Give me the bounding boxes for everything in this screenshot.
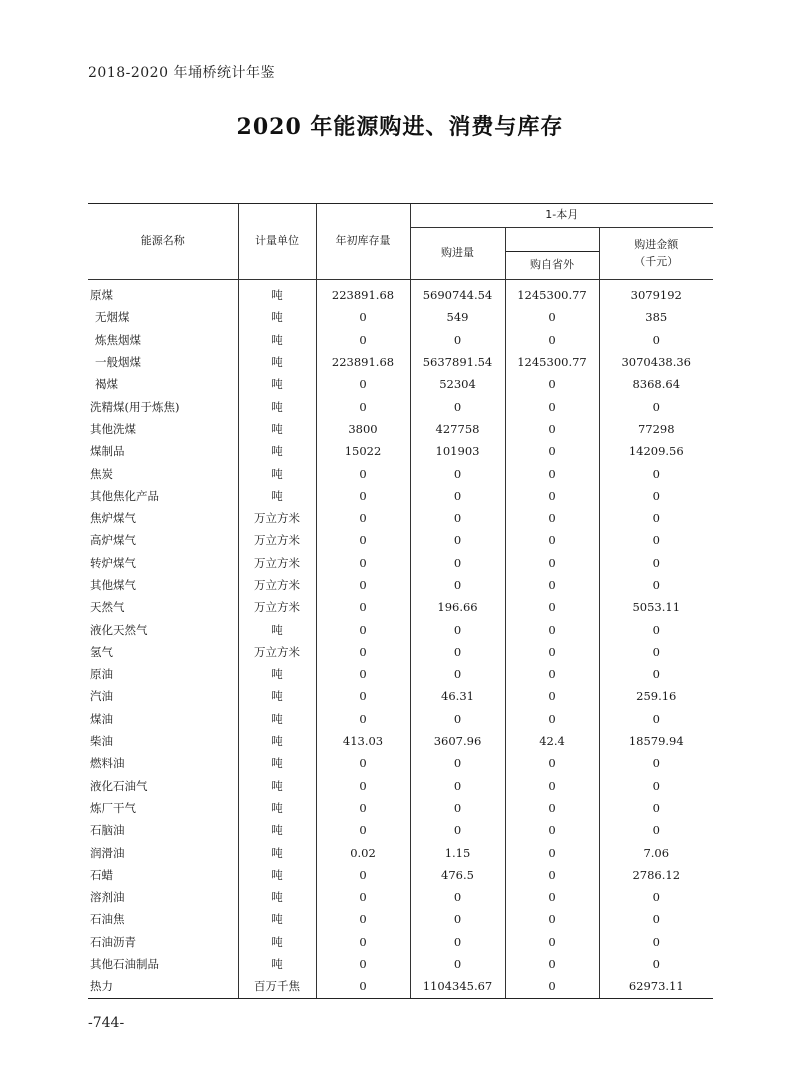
cell-unit: 吨: [238, 752, 316, 774]
cell-opening-stock: 0: [316, 596, 410, 618]
cell-unit: 吨: [238, 819, 316, 841]
cell-purchase: 1104345.67: [410, 975, 505, 998]
cell-purchase-outside: 0: [505, 708, 599, 730]
cell-unit: 吨: [238, 440, 316, 462]
cell-energy-name: 石蜡: [90, 867, 113, 882]
col-header-amount-line2: （千元）: [634, 254, 679, 268]
table-row: [88, 841, 713, 863]
cell-opening-stock: 0: [316, 775, 410, 797]
cell-energy-name: 柴油: [90, 734, 113, 749]
cell-purchase: 0: [410, 529, 505, 551]
cell-unit: 吨: [238, 775, 316, 797]
col-header-amount: [599, 228, 713, 280]
cell-energy-name: 液化天然气: [90, 622, 148, 637]
cell-opening-stock: 223891.68: [316, 280, 410, 307]
cell-amount: 62973.11: [599, 975, 713, 998]
table-row: [88, 953, 713, 975]
cell-purchase-outside: 0: [505, 574, 599, 596]
cell-purchase-outside: 0: [505, 775, 599, 797]
cell-amount: 0: [599, 618, 713, 640]
table-header: [88, 204, 713, 280]
cell-energy-name: 洗精煤(用于炼焦): [90, 399, 180, 414]
cell-amount: 3079192: [599, 280, 713, 307]
cell-energy-name: 原煤: [90, 288, 113, 303]
table-row: [88, 552, 713, 574]
table-row: [88, 395, 713, 417]
cell-unit: 万立方米: [238, 596, 316, 618]
cell-purchase-outside: 0: [505, 752, 599, 774]
cell-unit: 吨: [238, 663, 316, 685]
cell-energy-name: 其他焦化产品: [90, 488, 159, 503]
cell-purchase: 5637891.54: [410, 351, 505, 373]
table-row: [88, 574, 713, 596]
col-header-purchase-outside: 购自省外: [505, 252, 599, 280]
cell-opening-stock: 0: [316, 931, 410, 953]
cell-amount: 0: [599, 641, 713, 663]
table-row: [88, 819, 713, 841]
cell-purchase: 0: [410, 329, 505, 351]
cell-purchase-outside: 0: [505, 395, 599, 417]
cell-purchase: 196.66: [410, 596, 505, 618]
running-head: 2018-2020 年埇桥统计年鉴: [88, 65, 275, 81]
cell-energy-name: 天然气: [90, 600, 125, 615]
cell-unit: 吨: [238, 395, 316, 417]
table-row: [88, 618, 713, 640]
table-row: [88, 775, 713, 797]
cell-unit: 吨: [238, 306, 316, 328]
cell-unit: 吨: [238, 618, 316, 640]
cell-unit: 吨: [238, 708, 316, 730]
table-row: [88, 752, 713, 774]
cell-purchase: 0: [410, 752, 505, 774]
cell-opening-stock: 0: [316, 886, 410, 908]
cell-energy-name: 炼焦烟煤: [95, 332, 141, 347]
cell-purchase: 0: [410, 663, 505, 685]
table-row: [88, 485, 713, 507]
cell-purchase: 1.15: [410, 841, 505, 863]
cell-amount: 18579.94: [599, 730, 713, 752]
cell-unit: 万立方米: [238, 641, 316, 663]
cell-purchase-outside: 0: [505, 641, 599, 663]
cell-energy-name: 焦炉煤气: [90, 511, 136, 526]
cell-amount: 3070438.36: [599, 351, 713, 373]
cell-amount: 0: [599, 708, 713, 730]
cell-purchase: 0: [410, 462, 505, 484]
cell-energy-name: 高炉煤气: [90, 533, 136, 548]
table-row: [88, 641, 713, 663]
table-row: [88, 908, 713, 930]
cell-unit: 吨: [238, 841, 316, 863]
cell-energy-name: 其他石油制品: [90, 957, 159, 972]
cell-amount: 8368.64: [599, 373, 713, 395]
cell-amount: 14209.56: [599, 440, 713, 462]
cell-opening-stock: 0.02: [316, 841, 410, 863]
page-title: 2020 年能源购进、消费与库存: [236, 114, 564, 140]
cell-energy-name: 溶剂油: [90, 890, 125, 905]
cell-opening-stock: 0: [316, 373, 410, 395]
cell-purchase-outside: 0: [505, 440, 599, 462]
col-header-opening-stock: 年初库存量: [316, 204, 410, 280]
cell-opening-stock: 3800: [316, 418, 410, 440]
cell-purchase-outside: 0: [505, 618, 599, 640]
cell-purchase: 52304: [410, 373, 505, 395]
table-row: [88, 797, 713, 819]
cell-opening-stock: 15022: [316, 440, 410, 462]
cell-unit: 吨: [238, 485, 316, 507]
cell-opening-stock: 0: [316, 908, 410, 930]
cell-purchase-outside: 0: [505, 507, 599, 529]
table-row: [88, 864, 713, 886]
cell-purchase-outside: 0: [505, 485, 599, 507]
cell-energy-name: 原油: [90, 667, 113, 682]
cell-energy-name: 氢气: [90, 644, 113, 659]
table-row: [88, 596, 713, 618]
cell-unit: 吨: [238, 797, 316, 819]
table-row: [88, 663, 713, 685]
cell-opening-stock: 0: [316, 752, 410, 774]
cell-opening-stock: 0: [316, 797, 410, 819]
table-row: [88, 685, 713, 707]
table-row: [88, 730, 713, 752]
cell-purchase-outside: 42.4: [505, 730, 599, 752]
cell-purchase-outside: 0: [505, 596, 599, 618]
cell-purchase: 0: [410, 485, 505, 507]
cell-energy-name: 其他洗煤: [90, 421, 136, 436]
table-row: [88, 351, 713, 373]
table-row: [88, 886, 713, 908]
cell-amount: 0: [599, 775, 713, 797]
cell-opening-stock: 0: [316, 685, 410, 707]
col-header-amount-line1: 购进金额: [634, 238, 679, 251]
cell-opening-stock: 0: [316, 329, 410, 351]
cell-opening-stock: 0: [316, 819, 410, 841]
cell-amount: 0: [599, 395, 713, 417]
cell-opening-stock: 0: [316, 507, 410, 529]
cell-purchase-outside: 0: [505, 663, 599, 685]
cell-purchase-outside: 0: [505, 552, 599, 574]
cell-energy-name: 炼厂干气: [90, 800, 136, 815]
cell-opening-stock: 0: [316, 641, 410, 663]
table-row: [88, 529, 713, 551]
cell-purchase-outside: 0: [505, 306, 599, 328]
cell-opening-stock: 0: [316, 975, 410, 998]
cell-opening-stock: 0: [316, 708, 410, 730]
table-row: [88, 708, 713, 730]
cell-unit: 吨: [238, 685, 316, 707]
cell-purchase: 0: [410, 775, 505, 797]
table-row: [88, 280, 713, 307]
cell-opening-stock: 0: [316, 462, 410, 484]
cell-amount: 7.06: [599, 841, 713, 863]
cell-purchase-outside: 0: [505, 975, 599, 998]
cell-energy-name: 煤制品: [90, 444, 125, 459]
cell-unit: 吨: [238, 351, 316, 373]
cell-unit: 吨: [238, 931, 316, 953]
cell-energy-name: 石脑油: [90, 823, 125, 838]
cell-unit: 吨: [238, 953, 316, 975]
cell-unit: 万立方米: [238, 552, 316, 574]
cell-amount: 2786.12: [599, 864, 713, 886]
table-row: [88, 931, 713, 953]
cell-amount: 0: [599, 329, 713, 351]
cell-amount: 0: [599, 574, 713, 596]
cell-energy-name: 无烟煤: [95, 310, 130, 325]
cell-purchase-outside: 0: [505, 953, 599, 975]
table-row: [88, 440, 713, 462]
cell-purchase-outside: 0: [505, 462, 599, 484]
cell-purchase: 0: [410, 797, 505, 819]
cell-amount: 77298: [599, 418, 713, 440]
cell-unit: 吨: [238, 418, 316, 440]
energy-table: [88, 203, 713, 999]
cell-unit: 万立方米: [238, 507, 316, 529]
cell-opening-stock: 0: [316, 485, 410, 507]
cell-purchase-outside: 0: [505, 797, 599, 819]
cell-purchase: 0: [410, 641, 505, 663]
cell-energy-name: 石油沥青: [90, 934, 136, 949]
cell-energy-name: 燃料油: [90, 756, 125, 771]
cell-energy-name: 一般烟煤: [95, 355, 141, 370]
cell-energy-name: 热力: [88, 975, 238, 998]
cell-opening-stock: 0: [316, 529, 410, 551]
table-row: [88, 329, 713, 351]
cell-energy-name: 液化石油气: [90, 778, 148, 793]
col-header-spacer: [505, 228, 599, 252]
cell-opening-stock: 0: [316, 953, 410, 975]
cell-purchase-outside: 0: [505, 908, 599, 930]
cell-purchase-outside: 0: [505, 841, 599, 863]
cell-unit: 吨: [238, 462, 316, 484]
table-body: [88, 280, 713, 999]
cell-purchase-outside: 1245300.77: [505, 351, 599, 373]
col-header-purchase: 购进量: [410, 228, 505, 280]
cell-purchase: 46.31: [410, 685, 505, 707]
cell-purchase: 0: [410, 908, 505, 930]
page-number: -744-: [88, 1015, 125, 1031]
cell-unit: 吨: [238, 280, 316, 307]
table-row: [88, 306, 713, 328]
cell-unit: 吨: [238, 886, 316, 908]
cell-purchase: 0: [410, 886, 505, 908]
cell-energy-name: 润滑油: [90, 845, 125, 860]
cell-purchase: 0: [410, 708, 505, 730]
cell-energy-name: 焦炭: [90, 466, 113, 481]
table-row: [88, 507, 713, 529]
cell-amount: 0: [599, 908, 713, 930]
cell-amount: 0: [599, 797, 713, 819]
cell-amount: 0: [599, 462, 713, 484]
cell-purchase: 0: [410, 819, 505, 841]
cell-purchase-outside: 0: [505, 329, 599, 351]
table-row: [88, 373, 713, 395]
cell-purchase: 0: [410, 395, 505, 417]
cell-energy-name: 石油焦: [90, 912, 125, 927]
cell-opening-stock: 0: [316, 618, 410, 640]
cell-energy-name: 煤油: [90, 711, 113, 726]
cell-purchase: 427758: [410, 418, 505, 440]
cell-purchase: 5690744.54: [410, 280, 505, 307]
cell-opening-stock: 0: [316, 663, 410, 685]
cell-purchase-outside: 0: [505, 373, 599, 395]
cell-purchase-outside: 1245300.77: [505, 280, 599, 307]
cell-opening-stock: 0: [316, 552, 410, 574]
cell-unit: 吨: [238, 329, 316, 351]
col-header-unit: 计量单位: [238, 204, 316, 280]
cell-unit: 吨: [238, 908, 316, 930]
col-header-period: 1-本月: [410, 204, 713, 228]
cell-opening-stock: 0: [316, 864, 410, 886]
cell-purchase: 0: [410, 507, 505, 529]
table-row: [88, 975, 713, 998]
cell-purchase-outside: 0: [505, 931, 599, 953]
cell-purchase: 0: [410, 931, 505, 953]
cell-unit: 吨: [238, 864, 316, 886]
cell-amount: 0: [599, 886, 713, 908]
cell-purchase-outside: 0: [505, 819, 599, 841]
cell-unit: 吨: [238, 373, 316, 395]
cell-opening-stock: 0: [316, 395, 410, 417]
cell-amount: 0: [599, 663, 713, 685]
cell-purchase-outside: 0: [505, 529, 599, 551]
cell-purchase: 0: [410, 552, 505, 574]
cell-purchase: 549: [410, 306, 505, 328]
cell-amount: 0: [599, 819, 713, 841]
cell-purchase-outside: 0: [505, 685, 599, 707]
cell-energy-name: 转炉煤气: [90, 555, 136, 570]
cell-purchase: 476.5: [410, 864, 505, 886]
cell-purchase-outside: 0: [505, 418, 599, 440]
cell-amount: 0: [599, 953, 713, 975]
cell-energy-name: 褐煤: [95, 377, 118, 392]
cell-opening-stock: 223891.68: [316, 351, 410, 373]
cell-purchase: 0: [410, 953, 505, 975]
cell-opening-stock: 0: [316, 306, 410, 328]
cell-amount: 5053.11: [599, 596, 713, 618]
cell-energy-name: 其他煤气: [90, 578, 136, 592]
cell-unit: 百万千焦: [238, 975, 316, 998]
cell-amount: 0: [599, 552, 713, 574]
cell-amount: 0: [599, 529, 713, 551]
cell-purchase-outside: 0: [505, 886, 599, 908]
table-row: [88, 418, 713, 440]
cell-unit: 万立方米: [238, 529, 316, 551]
cell-purchase-outside: 0: [505, 864, 599, 886]
cell-energy-name: 汽油: [90, 689, 113, 704]
table-row: [88, 462, 713, 484]
col-header-name: 能源名称: [88, 204, 238, 280]
cell-opening-stock: 0: [316, 574, 410, 596]
cell-purchase: 0: [410, 574, 505, 596]
cell-amount: 259.16: [599, 685, 713, 707]
cell-amount: 0: [599, 485, 713, 507]
cell-purchase: 3607.96: [410, 730, 505, 752]
cell-amount: 0: [599, 931, 713, 953]
cell-purchase: 0: [410, 618, 505, 640]
cell-amount: 0: [599, 752, 713, 774]
cell-purchase: 101903: [410, 440, 505, 462]
cell-unit: 万立方米: [238, 574, 316, 596]
cell-amount: 385: [599, 306, 713, 328]
cell-opening-stock: 413.03: [316, 730, 410, 752]
cell-amount: 0: [599, 507, 713, 529]
cell-unit: 吨: [238, 730, 316, 752]
